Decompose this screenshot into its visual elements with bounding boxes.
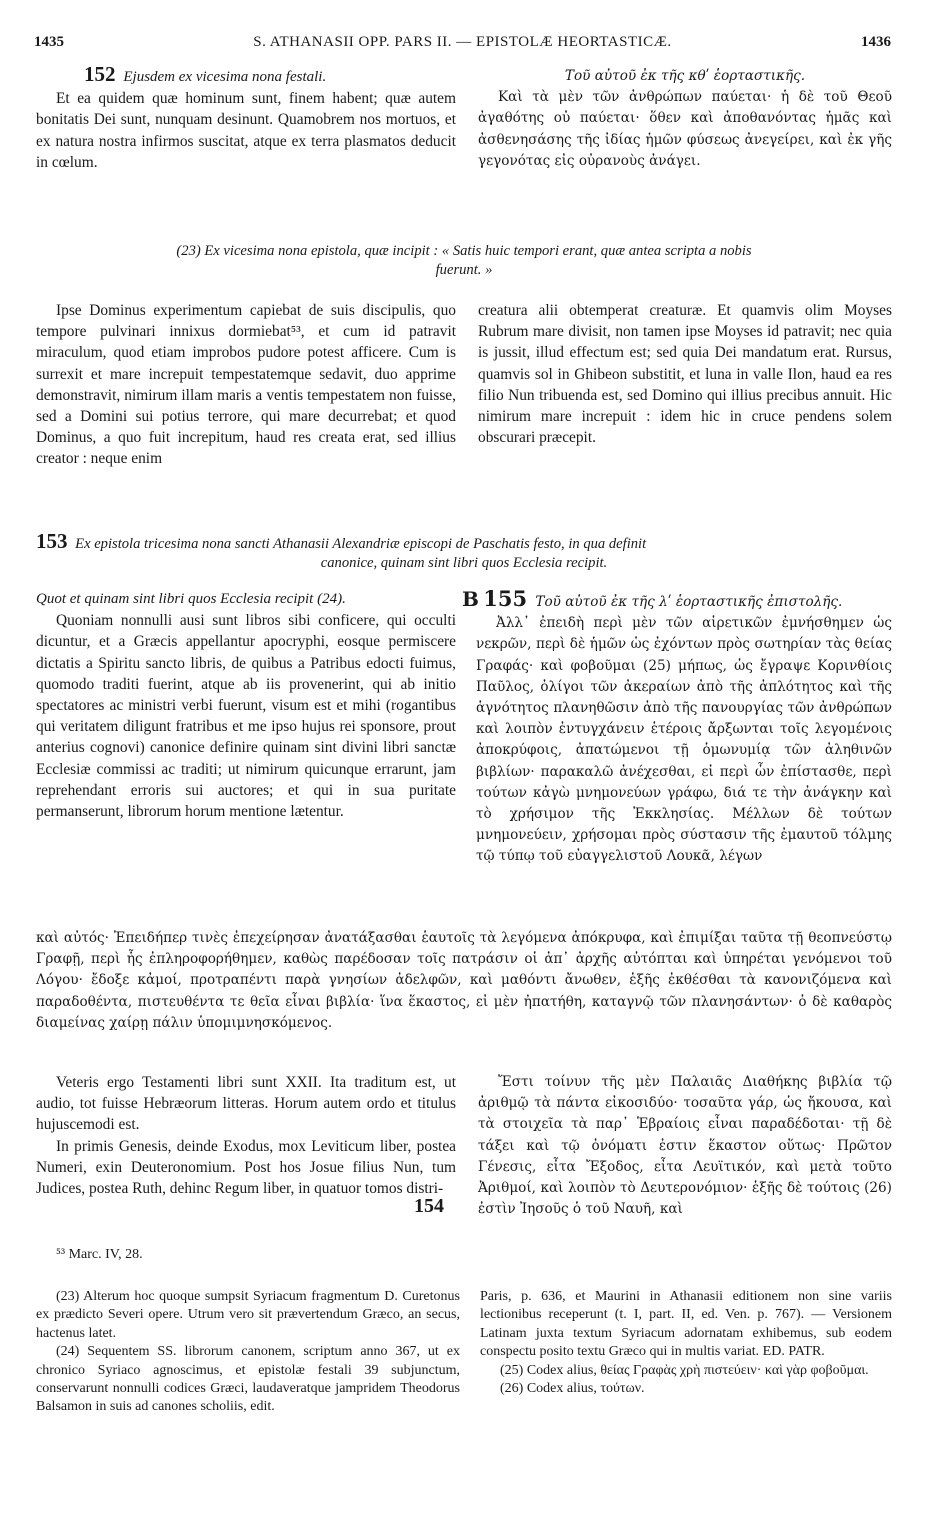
greek-full-text: καὶ αὐτός· Ἐπειδήπερ τινὲς ἐπεχείρησαν ἀνατάξασθαι ἑαυτοῖς τὰ λεγόμενα ἀπόκρυφα, καὶ ἐπιμίξαι ταῦτα τῇ θεοπνεύστῳ Γραφῇ, περὶ ἧς ἐπληροφορήθημεν, καθὼς παρέδοσαν τοῖς πατράσιν οἱ ἀπ᾽ ἀρχῆς αὐτόπται καὶ ὑπηρέται γενόμενοι τοῦ Λόγου· ἔδοξε κἀμοί, προτραπέντι παρὰ γνησίων ἀδελφῶν, καὶ μαθόντι ἄνωθεν, ἑξῆς ἐκθέσθαι τὰ κανονιζόμενα καὶ παραδοθέντα, πιστευθέντα τε θεῖα εἶναι βιβλία· ἵνα ἕκαστος, εἰ μὲν ἠπατήθη, καταγνῷ τῶν πλανησάντων· ὁ δὲ καθαρὸς διαμείνας χαίρῃ πάλιν ὑπομιμνησκόμενος. [36,930,892,1031]
margin-number-154: 154 [414,1195,444,1217]
frag152-latin-title: Ejusdem ex vicesima nona festali. [123,69,327,85]
frag155-greek-continued [478,1072,892,1220]
frag153-latin [36,588,456,822]
frag153-latin-title: Quot et quinam sint libri quos Ecclesia recipit (24). [36,591,346,607]
frag155-greek-text2: Ἔστι τοίνυν τῆς μὲν Παλαιᾶς Διαθήκης βιβλία τῷ ἀριθμῷ τὰ πάντα εἰκοσιδύο· τοσαῦτα γάρ, ὡς ἤκουσα, καὶ τὰ στοιχεῖα τὰ παρ᾽ Ἑβραίοις εἶναι παραδέδοται· τῇ δὲ τάξει καὶ τῷ ὀνόματι ἐστιν ἕκαστον οὕτως· Πρῶτον Γένεσις, εἶτα Ἔξοδος, εἶτα Λευϊτικόν, καὶ μετὰ τοῦτο Ἀριθμοί, καὶ λοιπὸν τὸ Δευτερονόμιον· ἑξῆς δὲ τούτοις (26) ἐστὶν Ἰησοῦς ὁ τοῦ Ναυῆ, καὶ [478,1074,892,1218]
footnote-23: (23) Alterum hoc quoque sumpsit Syriacum fragmentum D. Curetonus ex prædicto Severi opere. Utrum vero sit prævertendum Græco, an secus, hactenus latet. [36,1289,460,1341]
section23-left-column [36,300,456,470]
frag152-latin-heading [84,64,456,88]
section23-heading-line1: (23) Ex vicesima nona epistola, quæ incipit : « Satis huic tempori erant, quæ antea scripta a nobis [176,243,752,259]
footnote-25: (25) Codex alius, θείας Γραφὰς χρὴ πιστεύειν· καὶ γὰρ φοβοῦμαι. [500,1362,869,1378]
frag155-greek-title: Τοῦ αὐτοῦ ἐκ τῆς λʹ ἑορταστικῆς ἐπιστολῆς. [535,594,843,610]
frag152-greek-title: Τοῦ αὐτοῦ ἐκ τῆς κθʹ ἑορταστικῆς. [564,68,806,84]
margin-letter-b: B [462,587,479,611]
fragment-number: 153 [36,529,68,553]
frag155-greek [462,588,892,868]
section23-right-text: creatura alii obtemperat creaturæ. Et quamvis olim Moyses Rubrum mare divisit, non tamen ipse Moyses id patravit; nec quia is jussit, illud effectum est; sed quia Dei mandatum erat. Rursus, quamvis sol in Ghibeon substitit, et luna in valle Ilon, haud ea res filio Nun tribuenda est, sed Domino qui illius precibus annuit. Hic nimirum mare increpuit : idem hic in cruce pendens solem obscurari præcepit. [478,302,892,447]
frag152-greek [478,66,892,172]
frag153-latin-text2a: Veteris ergo Testamenti libri sunt XXII. Ita traditum est, ut audio, tot fuisse Hebræorum litteras. Horum autem ordo et titulus hujuscemodi est. [36,1074,456,1134]
frag153-latin-text: Quoniam nonnulli ausi sunt libros sibi conficere, qui occulti dicuntur, et a Græcis appellantur apocryphi, eosque permiscere dictatis a Spiritu sancto libris, de quibus a Patribus edocti fuimus, quomodo traditi fuerint, atque ab iis provenerint, qui ab initio spectatores ac ministri verbi fuerunt, visum est et mihi (rogantibus qui veritatem diligunt fratribus et me ipso hujus rei sponsore, prout anterius cognovi) canonice definire quinam sint divini libri sanctæ Ecclesiæ commissi ac traditi; ut nimirum quicunque errarunt, jam reprehendant erroris sui auctores; et qui in sua puritate permanserunt, librorum horum mentione lætentur. [36,612,456,821]
footnote-24-continued: Paris, p. 636, et Maurini in Athanasii editionem non sine variis lectionibus receperunt (t. I, part. II, ed. Ven. p. 767). — Versionem Latinam juxta textum Syriacum adornatam exhibemus, sub eodem conspectu posito textu Græco qui in multis variat. ED. PATR. [480,1289,892,1360]
frag155-greek-heading [462,588,892,613]
section23-heading [36,242,892,280]
frag153-heading [36,529,892,573]
footnote-separator [36,1282,892,1283]
footnote-24: (24) Sequentem SS. librorum canonem, scriptum anno 367, ut ex chronico Syriaco agnoscimus, et epistolæ festali 39 subjunctum, conservarunt nonnulli codices Græci, laudaveratque jampridem Theodorus Balsamon in suis ad canones scholiis, edit. [36,1344,460,1415]
running-header [34,34,891,56]
frag153-heading-line1: Ex epistola tricesima nona sancti Athanasii Alexandriæ episcopi de Paschatis festo, in qua definit [75,536,647,552]
frag153-latin-continued [36,1072,456,1199]
footnotes-left [36,1288,460,1417]
page-number-left: 1435 [34,34,64,50]
running-title: S. ATHANASII OPP. PARS II. — EPISTOLÆ HEORTASTICÆ. [253,34,672,50]
page-number-right: 1436 [861,34,891,50]
greek-full-width [36,928,892,1034]
section23-left-text: Ipse Dominus experimentum capiebat de suis discipulis, quo tempore pulvinari innixus dormiebat⁵³, et cum id patravit miraculum, quod etiam improbos pudore potest afficere. Cum is surrexit et mare increpuit tempestatemque sedavit, duo apprime demonstravit, nimirum illam maris a ventis tempestatem non fuisse, sed a Domini sui potius terrore, qui mare decurrebat; et quod Dominus, a quo fuit increpitum, haud res creata erat, sed illius creator : neque enim [36,302,456,468]
frag152-greek-text: Καὶ τὰ μὲν τῶν ἀνθρώπων παύεται· ἡ δὲ τοῦ Θεοῦ ἀγαθότης οὐ παύεται· ὅθεν καὶ ἀποθανόντας ἡμᾶς καὶ ἀσθενησάσης τῆς ἰδίας ἡμῶν φύσεως ἀνεγείρει, καὶ ἐκ γῆς γεγονότας εἰς οὐρανοὺς ἀνάγει. [478,89,892,169]
section23-heading-line2: fuerunt. » [435,262,493,278]
frag152-latin-text: Et ea quidem quæ hominum sunt, finem habent; quæ autem bonitatis Dei sunt, nunquam desinunt. Quamobrem nos mortuos, et ex natura nostra infirmos suscitat, atque ex terra plasmatos deducit in cœlum. [36,90,456,171]
footnote-26: (26) Codex alius, τούτων. [500,1381,645,1397]
footnotes-right [480,1288,892,1398]
frag153-heading-line2: canonice, quinam sint libri quos Ecclesia recipit. [320,555,608,571]
fragment-number: 152 [84,62,116,86]
frag152-latin [36,64,456,173]
section23-right-column [478,300,892,448]
frag153-latin-text2b: In primis Genesis, deinde Exodus, mox Leviticum liber, postea Numeri, exin Deuteronomium. Post hos Josue filius Nun, tum Judices, postea Ruth, dehinc Regum liber, in quatuor tomos distri- [36,1137,456,1198]
frag155-greek-text: Ἀλλ᾽ ἐπειδὴ περὶ μὲν τῶν αἱρετικῶν ἐμνήσθημεν ὡς νεκρῶν, περὶ δὲ ἡμῶν ὡς ἐχόντων πρὸς σωτηρίαν τὰς θείας Γραφάς· καὶ φοβοῦμαι (25) μήπως, ὡς ἔγραψε Κορινθίοις Παῦλος, ὀλίγοι τῶν ἀκεραίων ἀπὸ τῆς ἁπλότητος καὶ τῆς ἁγνότητος πλανηθῶσιν ἀπὸ τῆς πανουργίας τῶν ἀνθρώπων καὶ λοιπὸν ἐντυγχάνειν ἑτέροις ἄρξωνται τοῖς λεγομένοις ἀποκρύφοις, ἀπατώμενοι τῇ ὁμωνυμίᾳ τῶν ἀληθινῶν βιβλίων· παρακαλῶ ἀνέχεσθαι, εἰ περὶ ὧν ἐπίστασθε, περὶ τούτων κἀγὼ μνημονεύων γράφω, διά τε τὴν ἀνάγκην καὶ τὸ χρήσιμον τῆς Ἐκκλησίας. Μέλλων δὲ τούτων μνημονεύειν, χρήσομαι πρὸς σύστασιν τῆς ἐμαυτοῦ τόλμης τῷ τύπῳ τοῦ εὐαγγελιστοῦ Λουκᾶ, λέγων [476,615,892,865]
frag153-latin-title-line [36,588,456,610]
footnote-marc: ⁵³ Marc. IV, 28. [56,1247,143,1262]
fragment-number: 155 [483,586,528,611]
